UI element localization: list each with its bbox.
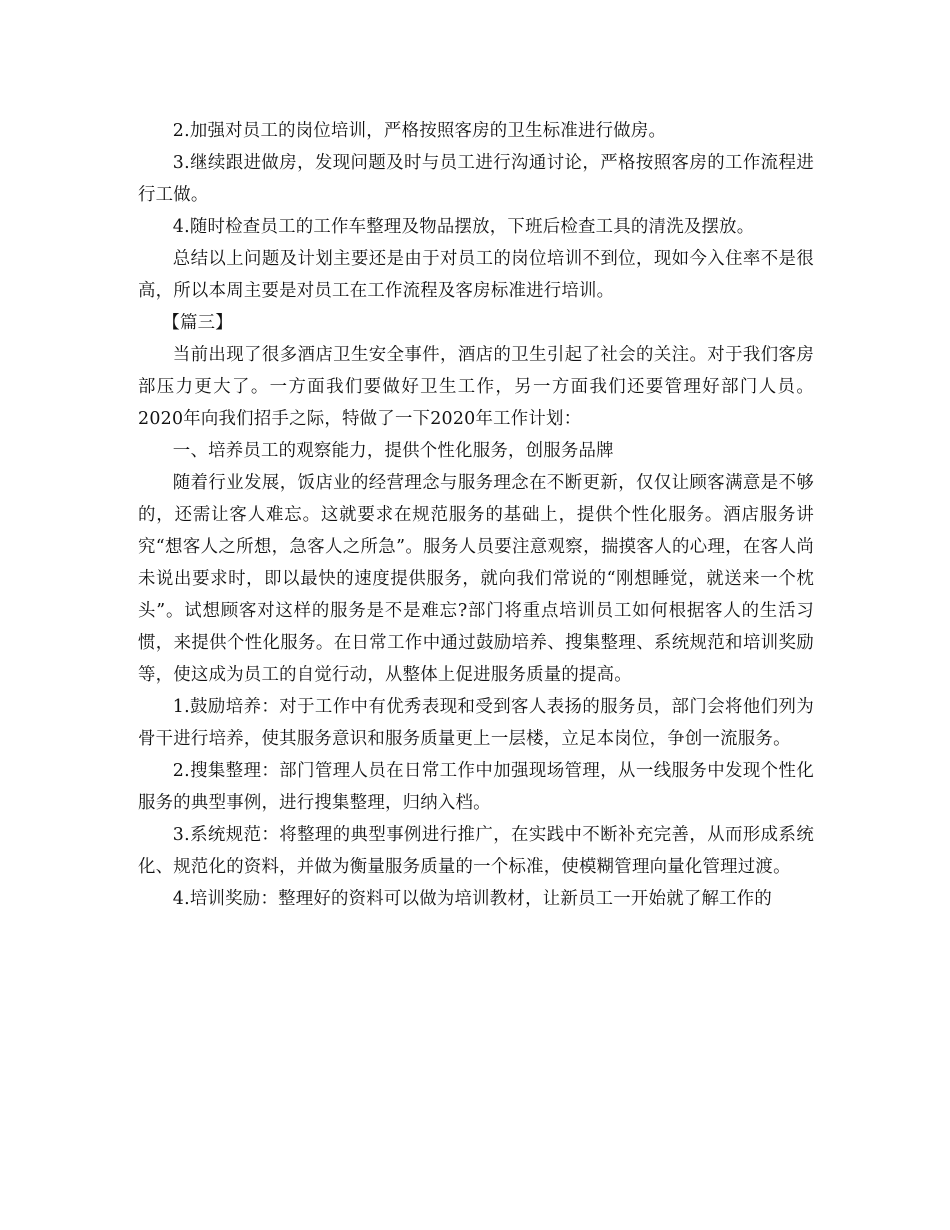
list-item-4: 4.随时检查员工的工作车整理及物品摆放，下班后检查工具的清洗及摆放。 (172, 217, 755, 237)
subheading-one: 一、培养员工的观察能力，提供个性化服务，创服务品牌 (172, 441, 614, 461)
document-body (138, 115, 814, 915)
section-heading-part-three: 【篇三】 (162, 313, 233, 333)
intro-paragraph: 当前出现了很多酒店卫生安全事件，酒店的卫生引起了社会的关注。对于我们客房部压力更大了。一方面我们要做好卫生工作，另一方面我们还要管理好部门人员。2020年向我们招手之际，特做了一下2020年工作计划： (138, 345, 814, 429)
list-item-standardize: 3.系统规范：将整理的典型事例进行推广，在实践中不断补充完善，从而形成系统化、规范化的资料，并做为衡量服务质量的一个标准，使模糊管理向量化管理过渡。 (138, 825, 814, 877)
list-item-encourage: 1.鼓励培养：对于工作中有优秀表现和受到客人表扬的服务员，部门会将他们列为骨干进行培养，使其服务意识和服务质量更上一层楼，立足本岗位，争创一流服务。 (138, 697, 814, 749)
list-item-2: 2.加强对员工的岗位培训，严格按照客房的卫生标准进行做房。 (172, 121, 667, 141)
list-item-training-reward: 4.培训奖励：整理好的资料可以做为培训教材，让新员工一开始就了解工作的 (172, 889, 773, 909)
body-paragraph: 随着行业发展，饭店业的经营理念与服务理念在不断更新，仅仅让顾客满意是不够的，还需让客人难忘。这就要求在规范服务的基础上，提供个性化服务。酒店服务讲究“想客人之所想，急客人之所急”。服务人员要注意观察，揣摸客人的心理，在客人尚未说出要求时，即以最快的速度提供服务，就向我们常说的“刚想睡觉，就送来一个枕头”。试想顾客对这样的服务是不是难忘?部门将重点培训员工如何根据客人的生活习惯，来提供个性化服务。在日常工作中通过鼓励培养、搜集整理、系统规范和培训奖励等，使这成为员工的自觉行动，从整体上促进服务质量的提高。 (138, 473, 814, 685)
summary-paragraph: 总结以上问题及计划主要还是由于对员工的岗位培训不到位，现如今入住率不是很高，所以本周主要是对员工在工作流程及客房标准进行培训。 (138, 249, 814, 301)
list-item-collect: 2.搜集整理：部门管理人员在日常工作中加强现场管理，从一线服务中发现个性化服务的典型事例，进行搜集整理，归纳入档。 (138, 761, 814, 813)
list-item-3: 3.继续跟进做房，发现问题及时与员工进行沟通讨论，严格按照客房的工作流程进行工做。 (138, 153, 814, 205)
